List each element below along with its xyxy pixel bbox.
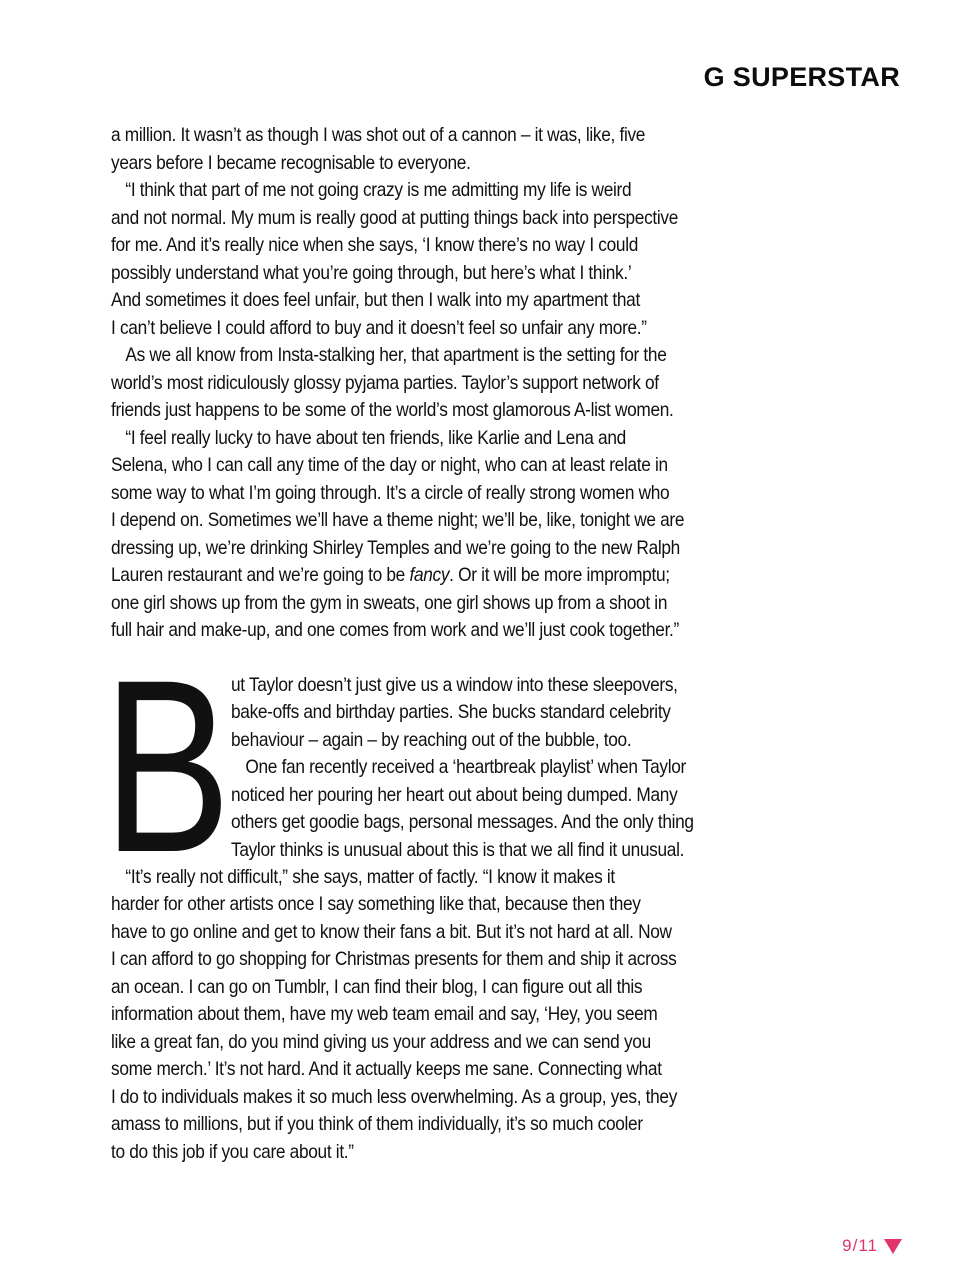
article-line: “It’s really not difficult,” she says, matter of factly. “I know it makes it xyxy=(125,866,615,888)
article-line: Selena, who I can call any time of the day or night, who can at least relate in xyxy=(111,455,668,476)
article-line-fancy: Lauren restaurant and we’re going to be fancy. Or it will be more impromptu; xyxy=(111,565,670,586)
article-line: full hair and make-up, and one comes from work and we’ll just cook together.” xyxy=(111,620,679,641)
article-line: years before I became recognisable to everyone. xyxy=(111,152,471,174)
article-line: possibly understand what you’re going through, but here’s what I think.’ xyxy=(111,262,632,284)
article-line: information about them, have my web team email and say, ‘Hey, you seem xyxy=(111,1004,658,1025)
article-line: “I think that part of me not going crazy is me admitting my life is weird xyxy=(125,180,632,201)
article-line: I can’t believe I could afford to buy and it doesn’t feel so unfair any more.” xyxy=(111,317,647,339)
drop-cap: B xyxy=(103,628,231,904)
article-line: Taylor thinks is unusual about this is that we all find it unusual. xyxy=(231,839,685,861)
article-line: like a great fan, do you mind giving us your address and we can send you xyxy=(111,1031,651,1053)
article-line: some merch.’ It’s not hard. And it actually keeps me sane. Connecting what xyxy=(111,1059,662,1080)
article-line: I do to individuals makes it so much less overwhelming. As a group, yes, they xyxy=(111,1086,678,1108)
article-line: ut Taylor doesn’t just give us a window into these sleepovers, xyxy=(231,674,678,696)
article-block-2 xyxy=(111,864,791,1167)
article-line: to do this job if you care about it.” xyxy=(111,1141,354,1163)
article-line: I depend on. Sometimes we’ll have a theme night; we’ll be, like, tonight we are xyxy=(111,510,685,531)
article-line: “I feel really lucky to have about ten friends, like Karlie and Lena and xyxy=(125,427,626,449)
article-line: One fan recently received a ‘heartbreak playlist’ when Taylor xyxy=(245,757,686,778)
article-line: world’s most ridiculously glossy pyjama parties. Taylor’s support network of xyxy=(111,372,659,394)
article-line: have to go online and get to know their fans a bit. But it’s not hard at all. Now xyxy=(111,921,672,943)
dropcap-lines xyxy=(231,672,745,865)
section-title: G SUPERSTAR xyxy=(703,62,900,92)
article-line: harder for other artists once I say something like that, because then they xyxy=(111,894,641,915)
triangle-down-icon[interactable] xyxy=(884,1239,902,1254)
article-line: a million. It wasn’t as though I was shot out of a cannon – it was, like, five xyxy=(111,125,646,146)
page-indicator[interactable] xyxy=(842,1236,902,1256)
article-line: bake-offs and birthday parties. She bucks standard celebrity xyxy=(231,702,671,723)
article-line: dressing up, we’re drinking Shirley Temples and we’re going to the new Ralph xyxy=(111,537,680,559)
article-line: amass to millions, but if you think of them individually, it’s so much cooler xyxy=(111,1114,643,1135)
emphasis-fancy: fancy xyxy=(409,565,450,586)
article-line: one girl shows up from the gym in sweats, one girl shows up from a shoot in xyxy=(111,592,668,614)
article-block-1 xyxy=(111,122,791,562)
article-line: behaviour – again – by reaching out of the bubble, too. xyxy=(231,729,632,751)
article-line: others get goodie bags, personal messages. And the only thing xyxy=(231,812,694,833)
article-line: I can afford to go shopping for Christmas presents for them and ship it across xyxy=(111,949,677,970)
article-line: an ocean. I can go on Tumblr, I can find their blog, I can figure out all this xyxy=(111,976,643,998)
article-line: for me. And it’s really nice when she says, ‘I know there’s no way I could xyxy=(111,235,639,256)
article-body xyxy=(103,122,791,1166)
article-line: and not normal. My mum is really good at putting things back into perspective xyxy=(111,207,679,229)
article-line: And sometimes it does feel unfair, but then I walk into my apartment that xyxy=(111,290,640,311)
article-line: friends just happens to be some of the world’s most glamorous A-list women. xyxy=(111,400,674,421)
article-line: some way to what I’m going through. It’s a circle of really strong women who xyxy=(111,482,670,504)
article-line: As we all know from Insta-stalking her, that apartment is the setting for the xyxy=(125,345,667,366)
page-number: 9/11 xyxy=(842,1236,878,1255)
article-line: noticed her pouring her heart out about being dumped. Many xyxy=(231,784,678,806)
